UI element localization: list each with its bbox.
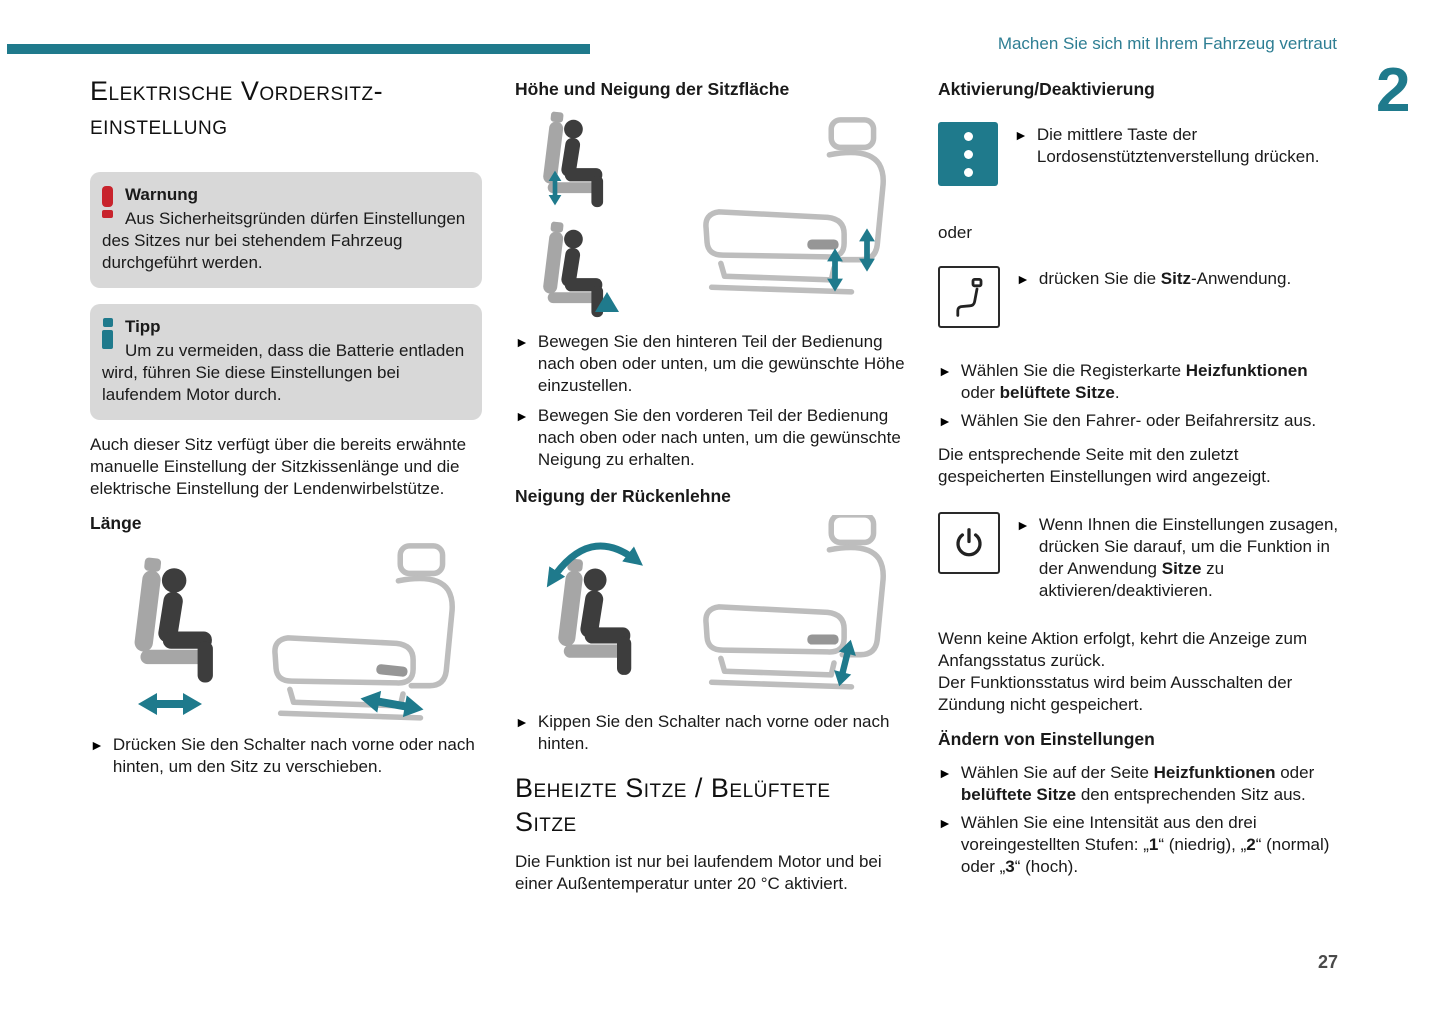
page-title-line2: einstellung [90,110,228,140]
lumbar-dot-icon [964,168,973,177]
list-item [1014,124,1341,168]
arrow-bullet-icon: ► [515,408,529,424]
list-item-text: Wenn Ihnen die Einstellungen zusagen, drücken Sie darauf, um die Funktion in der Anwendung Sitze zu aktivieren/deaktivieren. [1038,515,1339,600]
list-item-text: Wählen Sie auf der Seite Heizfunktionen oder belüftete Sitze den entsprechenden Sitz aus. [960,763,1315,804]
list-item [515,331,907,397]
list-item-text: Drücken Sie den Schalter nach vorne oder nach hinten, um den Sitz zu verschieben. [112,735,475,776]
list-item [938,762,1341,806]
arrow-bullet-icon: ► [1014,127,1028,143]
arrow-bullet-icon: ► [938,413,952,429]
beheizte-intro: Die Funktion ist nur bei laufendem Motor und bei einer Außentemperatur unter 20 °C aktiviert. [515,852,882,893]
arrow-bullet-icon: ► [515,714,529,730]
page-title-line1: Elektrische Vordersitz- [90,76,384,106]
power-button-icon [938,512,1000,574]
arrow-bullet-icon: ► [90,737,104,753]
info-icon-bar [102,330,113,349]
seat-height-figure [515,108,907,323]
arrow-bullet-icon: ► [1016,517,1030,533]
list-item-text: Die mittlere Taste der Lordosenstütztenverstellung drücken. [1036,125,1320,166]
lumbar-dot-icon [964,132,973,141]
list-item-text: Wählen Sie eine Intensität aus den drei voreingestellten Stufen: „1“ (niedrig), „2“ (normal) oder „3“ (hoch). [960,813,1330,876]
column-right [938,74,1341,878]
laenge-heading: Länge [90,513,142,533]
arrow-bullet-icon: ► [938,363,952,379]
warning-icon-dot [102,210,113,218]
header-rule [7,44,590,54]
seat-app-icon [938,266,1000,328]
keine-aktion-paragraph-2: Der Funktionsstatus wird beim Ausschalten der Zündung nicht gespeichert. [938,673,1293,714]
chapter-number: 2 [1376,56,1411,125]
list-item-text: Wählen Sie den Fahrer- oder Beifahrersitz aus. [960,411,1317,430]
warning-title: Warnung [125,185,199,204]
list-item [515,711,907,755]
intro-paragraph: Auch dieser Sitz verfügt über die bereits erwähnte manuelle Einstellung der Sitzkissenlänge und die elektrische Einstellung der Lendenwirbelstütze. [90,435,467,498]
hoehe-heading: Höhe und Neigung der Sitzfläche [515,79,790,99]
list-item [938,410,1341,432]
beheizte-title-line2: Sitze [515,807,577,837]
warning-icon [102,186,113,218]
tip-text: Um zu vermeiden, dass die Batterie entladen wird, führen Sie diese Einstellungen bei laufendem Motor durch. [102,341,465,404]
tip-box [90,304,482,420]
keine-aktion-paragraph-1: Wenn keine Aktion erfolgt, kehrt die Anzeige zum Anfangsstatus zurück. [938,629,1308,670]
power-instruction [938,512,1341,602]
arrow-bullet-icon: ► [938,815,952,831]
arrow-bullet-icon: ► [938,765,952,781]
list-item [1016,268,1341,290]
arrow-bullet-icon: ► [515,334,529,350]
or-text: oder [938,223,973,242]
list-item-text: Bewegen Sie den vorderen Teil der Bedienung nach oben oder nach unten, um die gewünschte Neigung zu erhalten. [537,406,901,469]
list-item-text: Wählen Sie die Registerkarte Heizfunktionen oder belüftete Sitze. [960,361,1308,402]
list-item [938,812,1341,878]
list-item [1016,514,1341,602]
tip-title: Tipp [125,317,161,336]
list-item-text: drücken Sie die Sitz-Anwendung. [1038,269,1292,288]
beheizte-title-line1: Beheizte Sitze / Belüftete [515,773,831,803]
list-item-text: Bewegen Sie den hinteren Teil der Bedienung nach oben oder unten, um die gewünschte Höhe einzustellen. [537,332,905,395]
list-item [515,405,907,471]
list-item [90,734,482,778]
header-tagline: Machen Sie sich mit Ihrem Fahrzeug vertraut [997,34,1337,53]
info-icon [102,318,113,349]
aktivierung-heading: Aktivierung/Deaktivierung [938,79,1155,99]
warning-icon-bar [102,186,113,207]
column-middle [515,74,907,895]
seat-profile-icon [945,273,993,321]
warning-text: Aus Sicherheitsgründen dürfen Einstellungen des Sitzes nur bei stehendem Fahrzeug durchgeführt werden. [102,209,466,272]
aendern-heading: Ändern von Einstellungen [938,729,1155,749]
list-item [938,360,1341,404]
lumbar-dot-icon [964,150,973,159]
seat-app-instruction [938,266,1341,328]
seat-length-figure [90,542,482,724]
lumbar-instruction [938,122,1341,186]
lumbar-button-icon [938,122,998,186]
neigung-heading: Neigung der Rückenlehne [515,486,731,506]
warning-box [90,172,482,288]
backrest-tilt-figure [515,515,907,705]
list-item-text: Kippen Sie den Schalter nach vorne oder nach hinten. [537,712,890,753]
seite-paragraph: Die entsprechende Seite mit den zuletzt gespeicherten Einstellungen wird angezeigt. [938,445,1271,486]
column-left [90,74,482,778]
power-symbol-icon [947,521,991,565]
page-number: 27 [1318,952,1339,972]
info-icon-dot [103,318,113,327]
arrow-bullet-icon: ► [1016,271,1030,287]
